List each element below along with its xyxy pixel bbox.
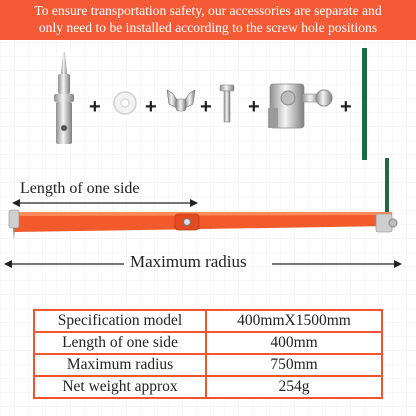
spec-value: 750mm [206,354,382,376]
spec-key: Maximum radius [34,354,206,376]
spec-value: 254g [206,376,382,398]
table-row [34,354,382,376]
spec-key: Length of one side [34,332,206,354]
plus-sign: + [200,96,212,118]
length-label: Length of one side [20,180,140,197]
spec-value: 400mmX1500mm [206,310,382,332]
banner-line-1: To ensure transportation safety, our accessories are separate and [34,3,382,18]
spec-value: 400mm [206,332,382,354]
table-row [34,332,382,354]
plus-sign: + [89,96,101,118]
spec-key: Specification model [34,310,206,332]
table-row [34,376,382,398]
table-row [34,310,382,332]
plus-sign: + [145,96,157,118]
radius-label: Maximum radius [130,252,247,271]
plus-sign: + [248,96,260,118]
spec-key: Net weight approx [34,376,206,398]
spec-table [33,309,383,399]
plus-sign: + [340,96,352,118]
banner-line-2: only need to be installed according to the screw hole positions [38,20,378,35]
